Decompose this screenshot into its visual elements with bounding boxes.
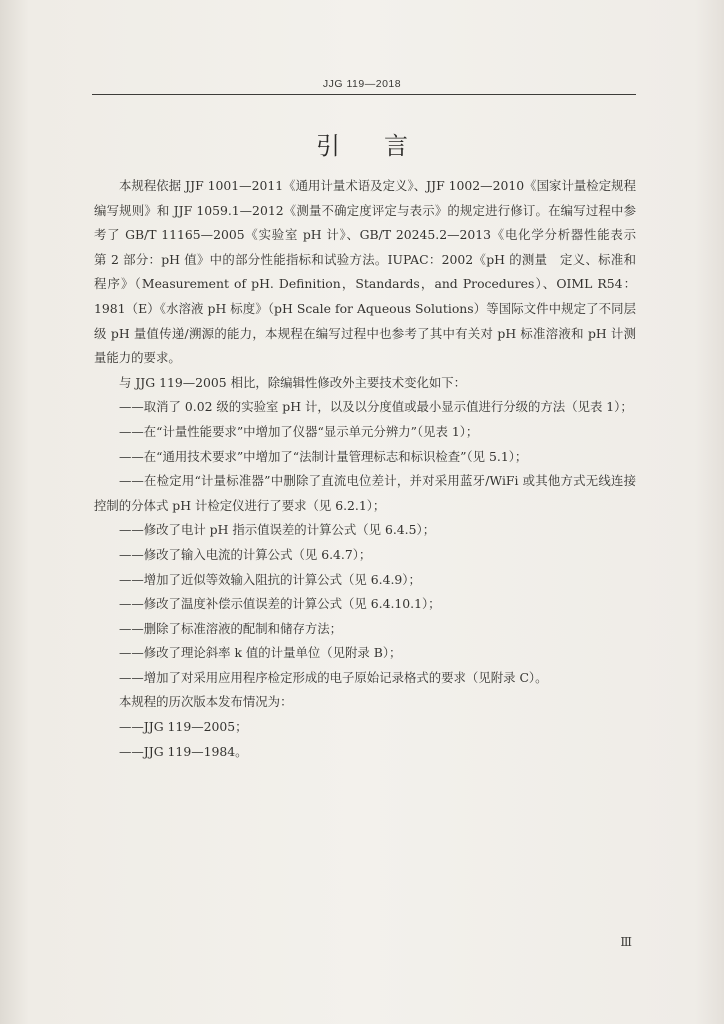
change-item: ——修改了理论斜率 k 值的计量单位（见附录 B）； [119,645,402,661]
body-text [94,174,649,764]
change-item: ——在检定用“计量标准器”中删除了直流电位差计，并对采用蓝牙/WiFi 或其他方式无线连接控制的分体式 pH 计检定仪进行了要求（见 6.2.1）； [94,473,636,513]
intro-paragraph: 本规程依据 JJF 1001—2011《通用计量术语及定义》、JJF 1002—2010《国家计量检定规程编写规则》和 JJF 1059.1—2012《测量不确定度评定与表示》的规定进行修订。在编写过程中参考了 GB/T 11165—2005《实验室 pH 计》、GB/T 20245.2—2013《电化学分析器性能表示 第 2 部分：pH 值》中的部分性能指标和试验方法。IUPAC：2002《pH 的测量 定义、标准和程序》（Measurement of pH. Definition，Standards，and Procedures）、OIML R54：1981（E）《水溶液 pH 标度》（pH Scale for Aqueous Solutions）等国际文件中规定了不同层级 pH 量值传递/溯源的能力，本规程在编写过程中也参考了其中有关对 pH 标准溶液和 pH 计测量能力的要求。 [94,178,649,366]
history-item: ——JJG 119—2005； [119,719,248,735]
history-item: ——JJG 119—1984。 [119,743,248,759]
history-intro: 本规程的历次版本发布情况为： [119,694,293,710]
change-item: ——增加了近似等效输入阻抗的计算公式（见 6.4.9）； [119,571,421,587]
change-item: ——删除了标准溶液的配制和储存方法； [119,620,343,636]
header-rule [92,94,636,95]
changes-intro: 与 JJG 119—2005 相比，除编辑性修改外主要技术变化如下： [119,374,467,390]
page-number: Ⅲ [620,935,632,949]
change-item: ——修改了输入电流的计算公式（见 6.4.7）； [119,546,372,562]
page-title: 引言 [316,132,452,160]
change-item: ——增加了对采用应用程序检定形成的电子原始记录格式的要求（见附录 C）。 [119,669,548,685]
change-item: ——修改了温度补偿示值误差的计算公式（见 6.4.10.1）； [119,596,441,612]
change-item: ——取消了 0.02 级的实验室 pH 计，以及以分度值或最小显示值进行分级的方法（见表 1）； [119,399,633,415]
change-item: ——在“通用技术要求”中增加了“法制计量管理标志和标识检查”（见 5.1）； [119,448,528,464]
running-header: JJG 119—2018 [322,78,402,90]
change-item: ——修改了电计 pH 指示值误差的计算公式（见 6.4.5）； [119,522,436,538]
change-item: ——在“计量性能要求”中增加了仪器“显示单元分辨力”（见表 1）； [119,423,479,439]
